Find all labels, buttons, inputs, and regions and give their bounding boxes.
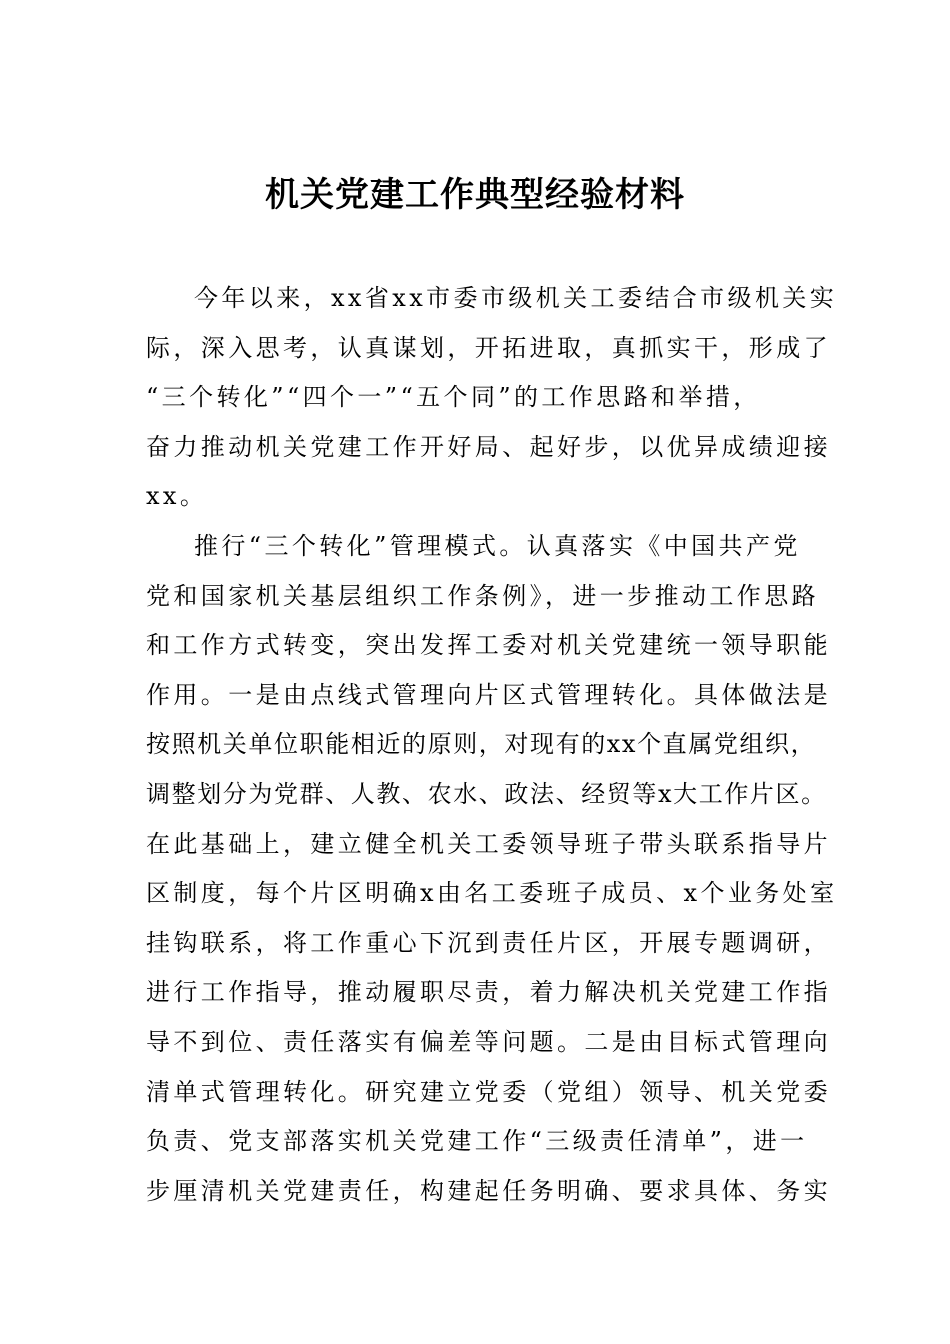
paragraph-2-line-2: 党和国家机关基层组织工作条例》，进一步推动工作思路 xyxy=(146,581,819,610)
paragraph-1-line-2: 际，深入思考，认真谋划，开拓进取，真抓实干，形成了 xyxy=(146,333,831,362)
paragraph-2-line-5: 按照机关单位职能相近的原则，对现有的xx个直属党组织， xyxy=(146,730,817,759)
document-body xyxy=(146,274,838,1216)
paragraph-1-line-5: xx。 xyxy=(146,482,208,511)
paragraph-2-line-12: 清单式管理转化。研究建立党委（党组）领导、机关党委 xyxy=(146,1077,831,1106)
paragraph-2-line-1: 推行“三个转化”管理模式。认真落实《中国共产党 xyxy=(194,531,801,560)
paragraph-2-line-14: 步厘清机关党建责任，构建起任务明确、要求具体、务实 xyxy=(146,1176,831,1205)
paragraph-2-line-4: 作用。一是由点线式管理向片区式管理转化。具体做法是 xyxy=(146,680,831,709)
paragraph-2-line-8: 区制度，每个片区明确x由名工委班子成员、x个业务处室 xyxy=(146,879,838,908)
paragraph-2-line-3: 和工作方式转变，突出发挥工委对机关党建统一领导职能 xyxy=(146,631,831,660)
paragraph-1-line-3: “三个转化”“四个一”“五个同”的工作思路和举措， xyxy=(146,383,761,412)
paragraph-2-line-9: 挂钩联系，将工作重心下沉到责任片区，开展专题调研， xyxy=(146,928,831,957)
paragraph-2-line-11: 导不到位、责任落实有偏差等问题。二是由目标式管理向 xyxy=(146,1027,831,1056)
paragraph-2-line-10: 进行工作指导，推动履职尽责，着力解决机关党建工作指 xyxy=(146,978,831,1007)
paragraph-1-line-4: 奋力推动机关党建工作开好局、起好步，以优异成绩迎接 xyxy=(146,432,831,461)
document-title: 机关党建工作典型经验材料 xyxy=(265,175,685,215)
paragraph-2-line-7: 在此基础上，建立健全机关工委领导班子带头联系指导片 xyxy=(146,829,831,858)
paragraph-2-line-13: 负责、党支部落实机关党建工作“三级责任清单”，进一 xyxy=(146,1127,808,1156)
paragraph-2-line-6: 调整划分为党群、人教、农水、政法、经贸等x大工作片区。 xyxy=(146,779,827,808)
paragraph-1-line-1: 今年以来，xx省xx市委市级机关工委结合市级机关实 xyxy=(194,284,838,312)
